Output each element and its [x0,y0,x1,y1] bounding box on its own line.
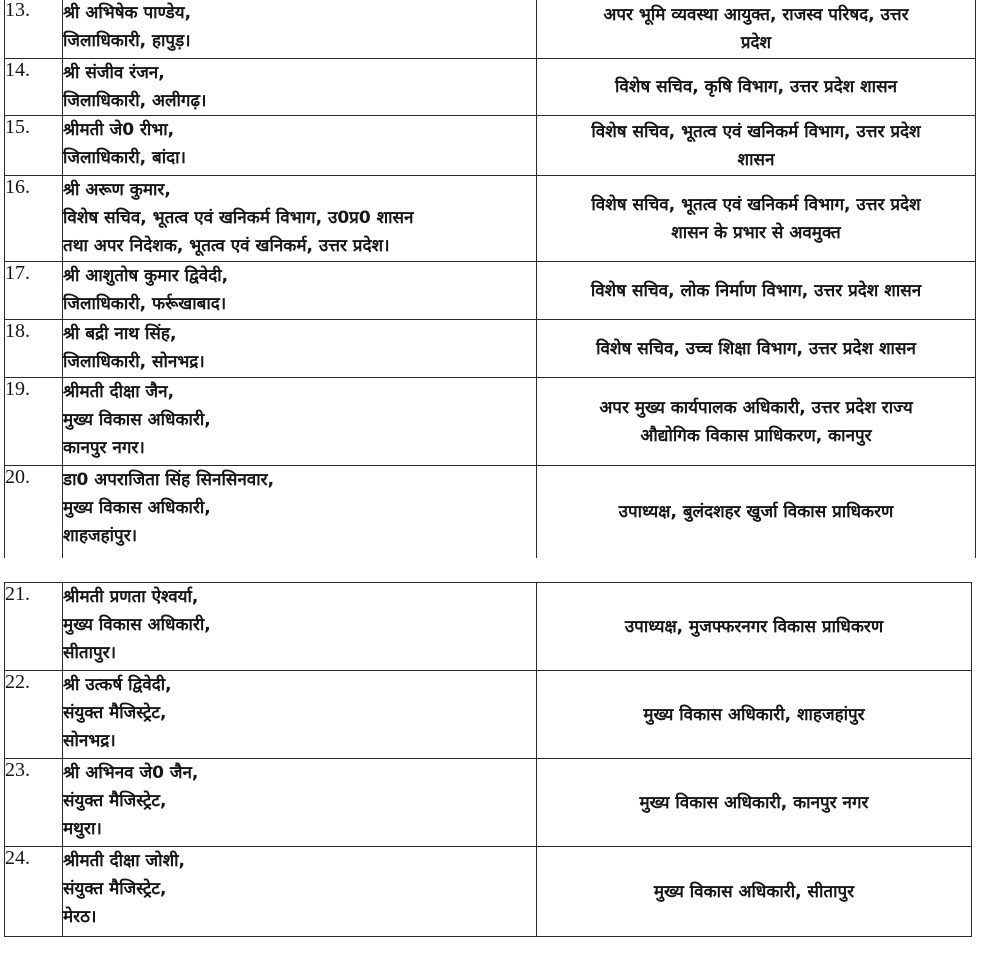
new-posting-line: अपर भूमि व्यवस्था आयुक्त, राजस्व परिषद, उत्तर [603,4,909,25]
officer-detail-line: संयुक्त मैजिस्ट्रेट, [63,879,167,899]
officer-name-and-current-post [63,59,537,116]
new-posting-line: विशेष सचिव, लोक निर्माण विभाग, उत्तर प्रदेश शासन [590,280,922,301]
new-posting [537,320,976,378]
officer-name-and-current-post [63,320,537,378]
new-posting [537,466,976,558]
new-posting [537,59,976,116]
officer-detail-line: श्रीमती प्रणता ऐश्वर्या, [63,587,199,607]
table-row [5,59,976,116]
new-posting [537,583,972,671]
new-posting [537,671,972,759]
new-posting [537,116,976,176]
new-posting-line: औद्योगिक विकास प्राधिकरण, कानपुर [640,425,872,446]
officer-detail-line: जिलाधिकारी, अलीगढ़। [63,91,207,111]
officer-name-and-current-post [63,176,537,262]
serial-number: 22. [5,671,63,759]
officer-detail-line: श्री उत्कर्ष द्विवेदी, [63,675,172,695]
serial-number: 14. [5,59,63,116]
table-row [5,262,976,320]
officer-detail-line: तथा अपर निदेशक, भूतत्व एवं खनिकर्म, उत्तर प्रदेश। [63,236,390,256]
new-posting [537,847,972,937]
officer-detail-line: जिलाधिकारी, सोनभद्र। [63,352,205,372]
officer-detail-line: जिलाधिकारी, फर्रूखाबाद। [63,294,227,314]
officer-detail-line: मुख्य विकास अधिकारी, [63,615,211,635]
table-row [5,320,976,378]
table-row [5,378,976,466]
officer-detail-line: डा0 अपराजिता सिंह सिनसिनवार, [63,470,275,490]
serial-number: 15. [5,116,63,176]
officer-detail-line: श्री संजीव रंजन, [63,63,165,83]
transfer-table-body [5,0,976,558]
officer-detail-line: श्री बद्री नाथ सिंह, [63,324,177,344]
serial-number: 18. [5,320,63,378]
table-row [5,0,976,59]
new-posting-line: उपाध्यक्ष, बुलंदशहर खुर्जा विकास प्राधिकरण [618,501,894,522]
table-row [5,671,972,759]
serial-number: 19. [5,378,63,466]
table-row [5,466,976,558]
officer-detail-line: सीतापुर। [63,643,117,663]
officer-name-and-current-post [63,262,537,320]
new-posting [537,262,976,320]
serial-number: 17. [5,262,63,320]
new-posting-line: विशेष सचिव, कृषि विभाग, उत्तर प्रदेश शासन [614,77,898,97]
officer-detail-line: शाहजहांपुर। [63,526,138,546]
table-row [5,116,976,176]
officer-detail-line: मथुरा। [63,819,102,839]
table-row [5,583,972,671]
officer-detail-line: श्रीमती जे0 रीभा, [63,120,175,140]
officer-name-and-current-post [63,466,537,558]
table-row [5,847,972,937]
new-posting [537,176,976,262]
officer-detail-line: श्री अरूण कुमार, [63,180,171,200]
new-posting [537,0,976,59]
serial-number: 24. [5,847,63,937]
new-posting-line: विशेष सचिव, उच्च शिक्षा विभाग, उत्तर प्रदेश शासन [596,338,916,359]
officer-detail-line: श्री अभिनव जे0 जैन, [63,763,199,783]
serial-number: 21. [5,583,63,671]
officer-detail-line: मेरठ। [63,907,97,927]
new-posting-line: प्रदेश [740,32,772,53]
officer-detail-line: विशेष सचिव, भूतत्व एवं खनिकर्म विभाग, उ0प्र0 शासन [63,208,414,228]
officer-detail-line: जिलाधिकारी, हापुड़। [63,31,191,51]
officer-detail-line: मुख्य विकास अधिकारी, [63,498,211,518]
officer-detail-line: सोनभद्र। [63,731,116,751]
new-posting [537,378,976,466]
officer-detail-line: मुख्य विकास अधिकारी, [63,410,211,430]
serial-number: 23. [5,759,63,847]
new-posting-line: विशेष सचिव, भूतत्व एवं खनिकर्म विभाग, उत्तर प्रदेश [591,194,921,215]
officer-name-and-current-post [63,847,537,937]
transfer-table-body [5,583,972,937]
new-posting [537,759,972,847]
table-row [5,176,976,262]
new-posting-line: उपाध्यक्ष, मुजफ्फरनगर विकास प्राधिकरण [624,616,884,637]
officer-name-and-current-post [63,583,537,671]
transfer-table-part-1 [4,0,976,558]
officer-name-and-current-post [63,0,537,59]
officer-detail-line: श्रीमती दीक्षा जोशी, [63,851,185,871]
transfer-table-part-2 [4,582,972,937]
new-posting-line: मुख्य विकास अधिकारी, शाहजहांपुर [643,704,865,725]
new-posting-line: मुख्य विकास अधिकारी, कानपुर नगर [639,792,869,813]
new-posting-line: मुख्य विकास अधिकारी, सीतापुर [653,881,855,902]
serial-number: 13. [5,0,63,59]
officer-name-and-current-post [63,671,537,759]
officer-detail-line: संयुक्त मैजिस्ट्रेट, [63,703,167,723]
officer-detail-line: संयुक्त मैजिस्ट्रेट, [63,791,167,811]
serial-number: 20. [5,466,63,558]
new-posting-line: विशेष सचिव, भूतत्व एवं खनिकर्म विभाग, उत्तर प्रदेश [591,121,921,142]
officer-name-and-current-post [63,378,537,466]
officer-detail-line: श्री अभिषेक पाण्डेय, [63,3,192,23]
officer-detail-line: श्रीमती दीक्षा जैन, [63,382,175,402]
new-posting-line: अपर मुख्य कार्यपालक अधिकारी, उत्तर प्रदेश राज्य [599,397,913,418]
officer-name-and-current-post [63,759,537,847]
new-posting-line: शासन [737,149,775,170]
officer-name-and-current-post [63,116,537,176]
officer-detail-line: जिलाधिकारी, बांदा। [63,148,186,168]
officer-detail-line: कानपुर नगर। [63,438,145,458]
new-posting-line: शासन के प्रभार से अवमुक्त [671,222,841,243]
serial-number: 16. [5,176,63,262]
officer-detail-line: श्री आशुतोष कुमार द्विवेदी, [63,266,229,286]
table-row [5,759,972,847]
